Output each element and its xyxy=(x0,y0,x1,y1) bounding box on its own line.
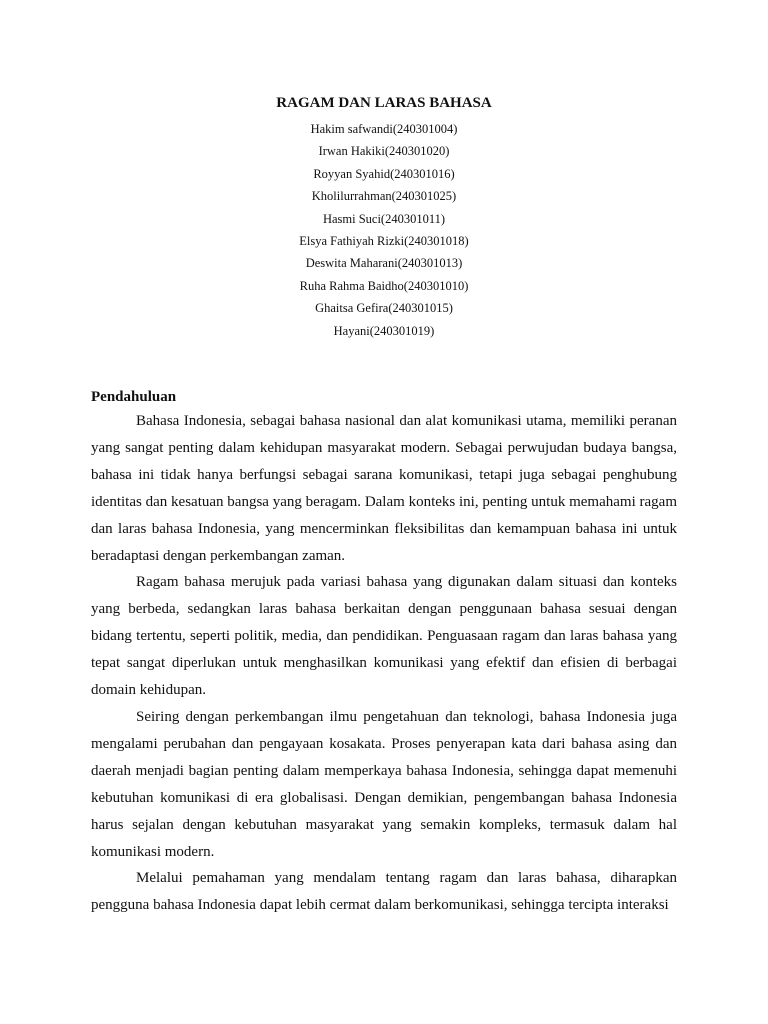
author-item: Irwan Hakiki(240301020) xyxy=(318,144,450,159)
body-paragraph: Melalui pemahaman yang mendalam tentang ragam dan laras bahasa, diharapkan pengguna bahasa Indonesia dapat lebih cermat dalam berkomunikasi, sehingga tercipta interaksi xyxy=(91,870,677,914)
author-item: Ruha Rahma Baidho(240301010) xyxy=(299,278,469,293)
body-paragraph: Ragam bahasa merujuk pada variasi bahasa yang digunakan dalam situasi dan konteks yang berbeda, sedangkan laras bahasa berkaitan dengan penggunaan bahasa sesuai dengan bidang tertentu, seperti politik, media, dan pendidikan. Penguasaan ragam dan laras bahasa yang tepat sangat diperlukan untuk menghasilkan komunikasi yang efektif dan efisien di berbagai domain kehidupan. xyxy=(91,574,677,699)
author-list xyxy=(0,118,768,342)
body-paragraph: Seiring dengan perkembangan ilmu pengetahuan dan teknologi, bahasa Indonesia juga mengalami perubahan dan pengayaan kosakata. Proses penyerapan kata dari bahasa asing dan daerah menjadi bagian penting dalam memperkaya bahasa Indonesia, sehingga dapat memenuhi kebutuhan komunikasi di era globalisasi. Dengan demikian, pengembangan bahasa Indonesia harus sejalan dengan kebutuhan masyarakat yang semakin kompleks, termasuk dalam hal komunikasi modern. xyxy=(91,708,677,860)
section-heading: Pendahuluan xyxy=(91,389,177,405)
author-item: Hasmi Suci(240301011) xyxy=(322,211,446,226)
author-item: Royyan Syahid(240301016) xyxy=(313,166,455,181)
author-item: Elsya Fathiyah Rizki(240301018) xyxy=(299,233,469,248)
introduction-section xyxy=(91,386,677,919)
author-item: Hayani(240301019) xyxy=(333,323,435,338)
document-title: RAGAM DAN LARAS BAHASA xyxy=(276,95,492,111)
author-item: Kholilurrahman(240301025) xyxy=(311,189,457,204)
body-paragraph: Bahasa Indonesia, sebagai bahasa nasional dan alat komunikasi utama, memiliki peranan yang sangat penting dalam kehidupan masyarakat modern. Sebagai perwujudan budaya bangsa, bahasa ini tidak hanya berfungsi sebagai sarana komunikasi, tetapi juga sebagai penghubung identitas dan kesatuan bangsa yang beragam. Dalam konteks ini, penting untuk memahami ragam dan laras bahasa Indonesia, yang mencerminkan fleksibilitas dan kemampuan bahasa ini untuk beradaptasi dengan perkembangan zaman. xyxy=(91,413,677,564)
author-item: Ghaitsa Gefira(240301015) xyxy=(315,301,453,316)
author-item: Hakim safwandi(240301004) xyxy=(310,122,458,136)
author-item: Deswita Maharani(240301013) xyxy=(305,256,463,271)
